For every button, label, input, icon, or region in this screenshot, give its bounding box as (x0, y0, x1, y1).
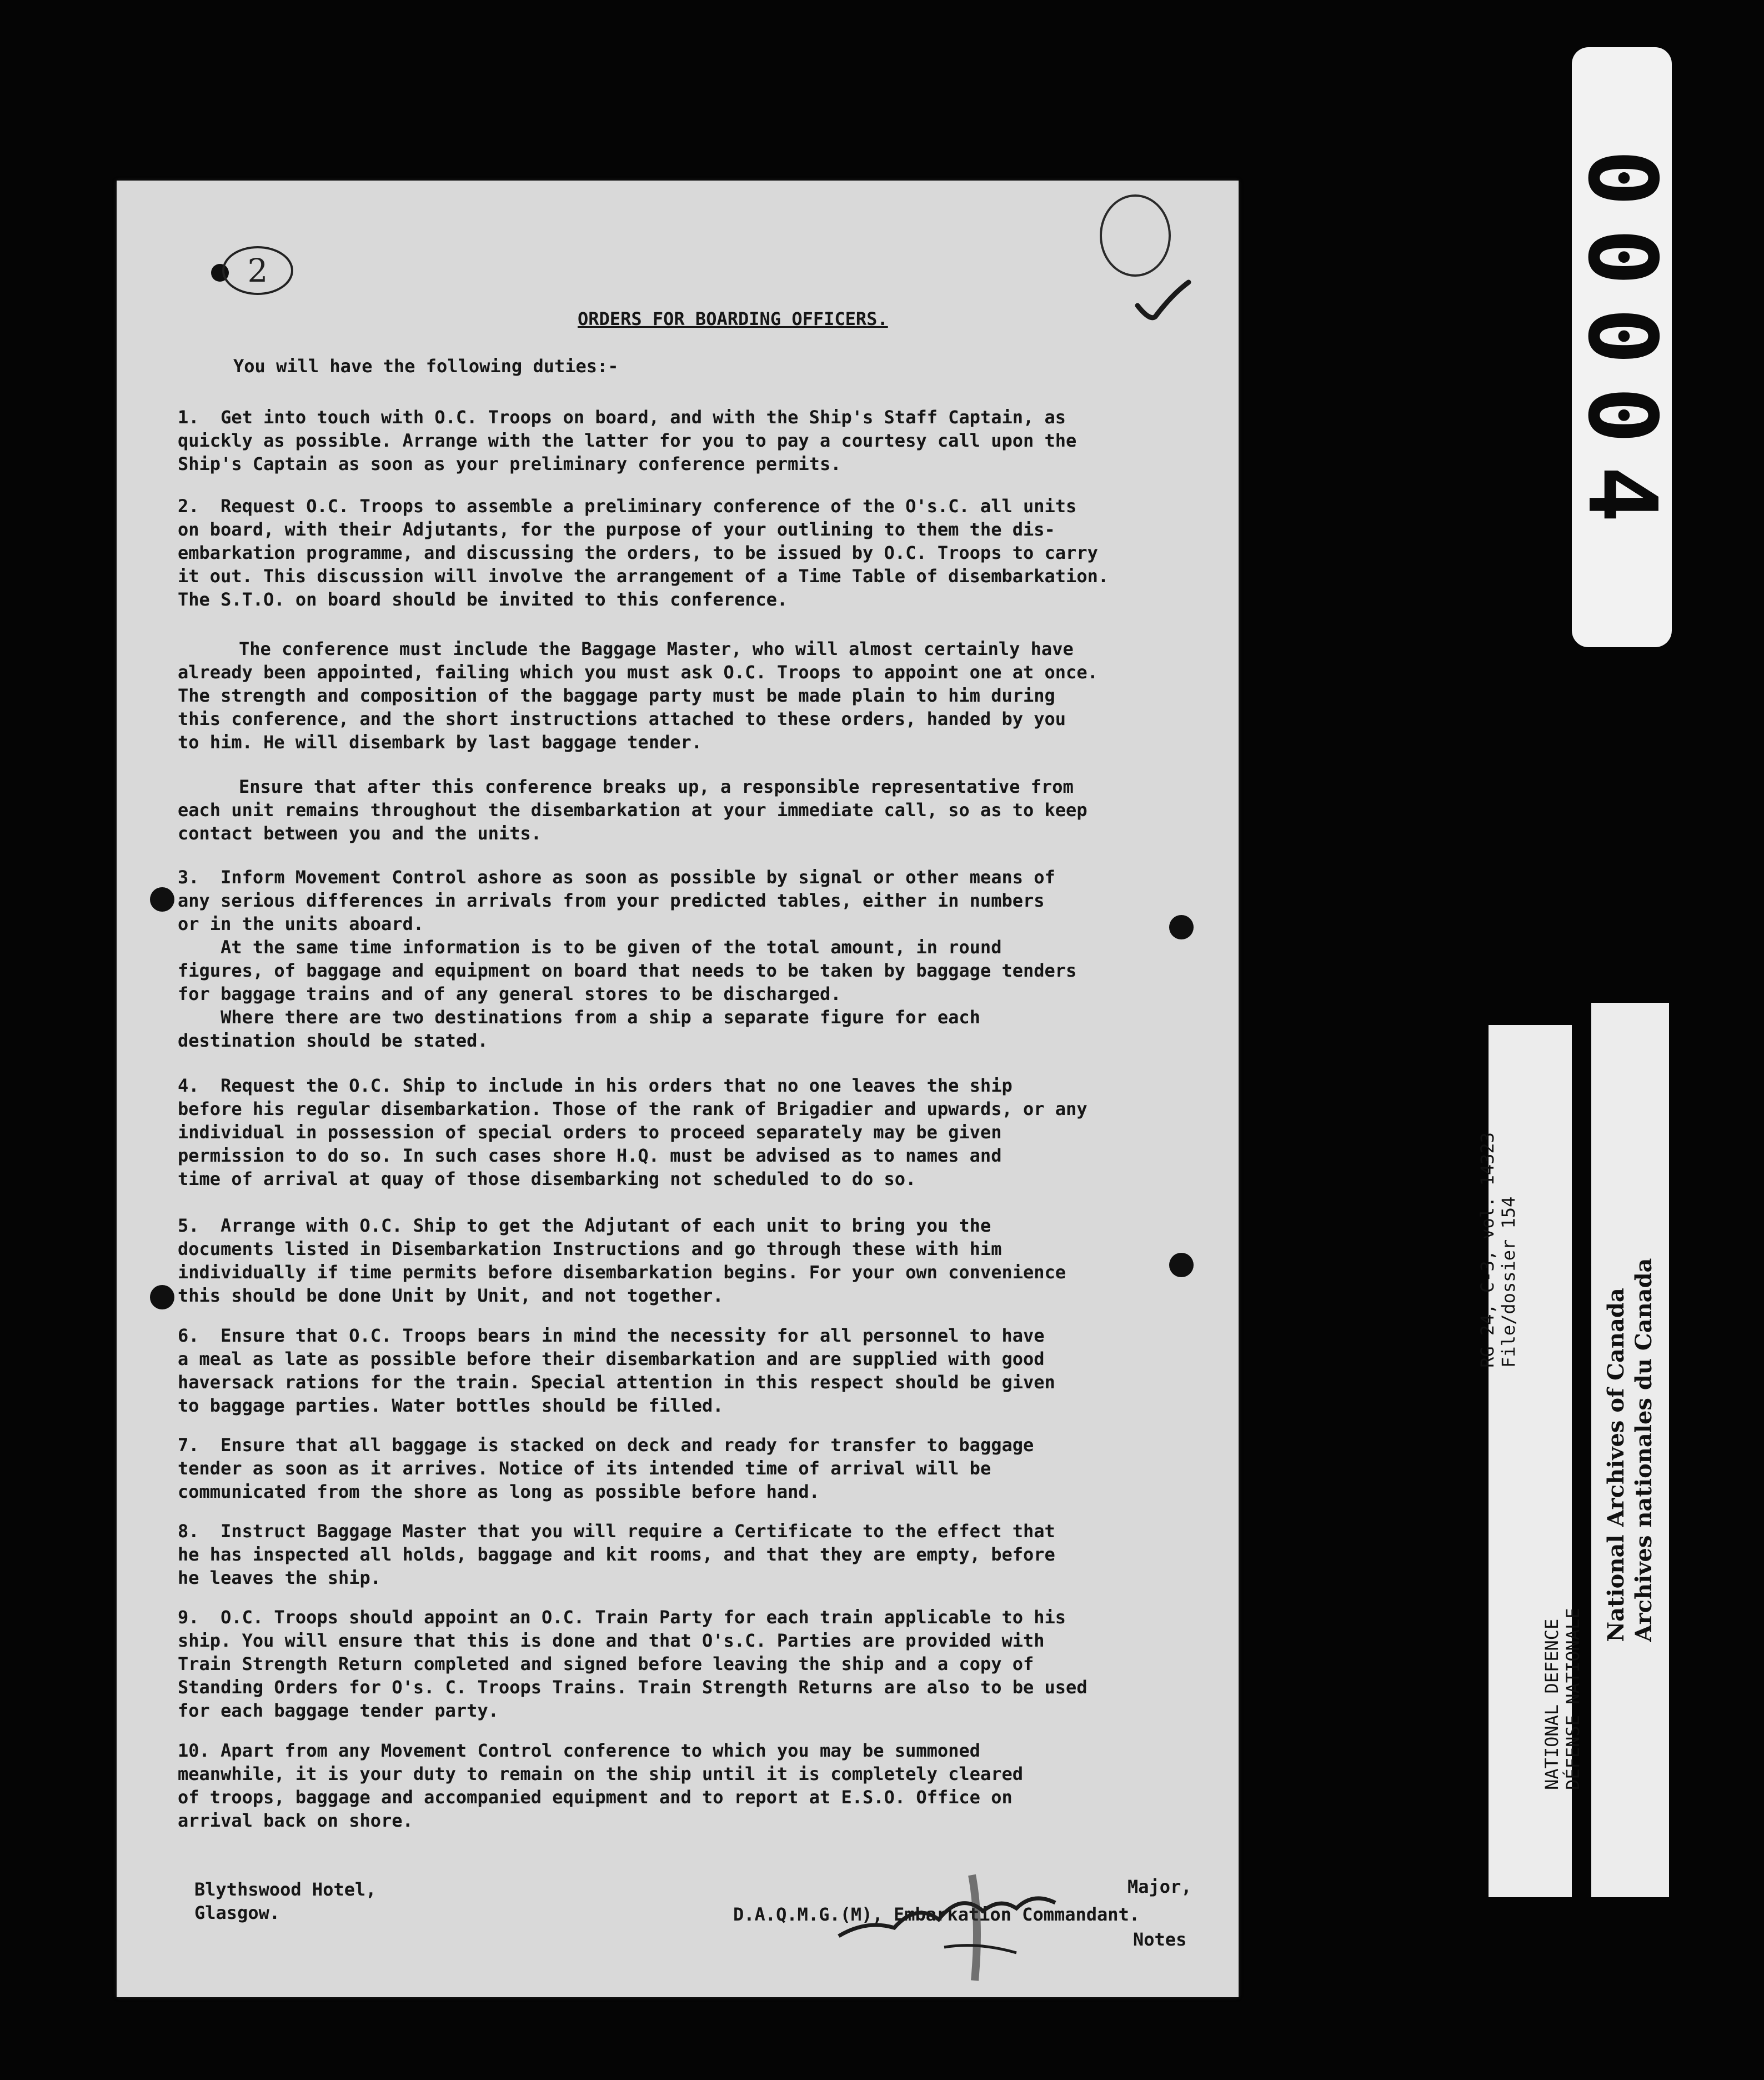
check-mark-icon (1133, 278, 1194, 328)
intro-line: You will have the following duties:- (233, 356, 619, 377)
rank: Major, (1127, 1876, 1192, 1897)
paragraph-1: 1. Get into touch with O.C. Troops on board, and with the Ship's Staff Captain, as quickly as possible. Arrange with the latter for you to pay a courtesy call upon the Ship's Captain as soon as your preliminary conference permits. (178, 407, 1077, 474)
archive-dept-line-2: DÉFENSE NATIONALE (1562, 1608, 1583, 1790)
archives-name-fr: Archives nationales du Canada (1631, 1258, 1657, 1642)
hole-punch (150, 1285, 174, 1309)
paragraph-10: 10. Apart from any Movement Control conference to which you may be summoned meanwhile, it is your duty to remain on the ship until it is completely cleared of troops, baggage and accompanied equipment and to report at E.S.O. Office on arrival back on shore. (178, 1740, 1023, 1831)
archives-name-en: National Archives of Canada (1603, 1288, 1629, 1642)
address-line-1: Blythswood Hotel, (194, 1879, 377, 1900)
handwritten-signature (833, 1858, 1066, 1986)
paragraph-4: 4. Request the O.C. Ship to include in his orders that no one leaves the ship before his regular disembarkation. Those of the rank of Brigadier and upwards, or any individual in possession of special orders to proceed separately may be given permission to do so. In such cases shore H.Q. must be advised as to names and time of arrival at quay of those disembarking not scheduled to do so. (178, 1075, 1088, 1189)
document-page (117, 181, 1239, 1997)
paragraph-2-baggage: The conference must include the Baggage Master, who will almost certainly have already been appointed, failing which you must ask O.C. Troops to appoint one at once. The strength and composition of the baggage party must be made plain to him during this conference, and the short instructions attached to these orders, handed by you to him. He will disembark by last baggage tender. (178, 638, 1098, 753)
document-title: ORDERS FOR BOARDING OFFICERS. (578, 308, 888, 329)
paragraph-9: 9. O.C. Troops should appoint an O.C. Train Party for each train applicable to his ship. You will ensure that this is done and that O's.C. Parties are provided with Train Strength Return completed and signed before leaving the ship and a copy of Standing Orders for O's. C. Troops Trains. Train Strength Returns are also to be used for each baggage tender party. (178, 1607, 1088, 1721)
paragraph-2: 2. Request O.C. Troops to assemble a preliminary conference of the O's.C. all units on board, with their Adjutants, for the purpose of your outlining to them the dis- embarkation programme, and discussing the orders, to be issued by O.C. Troops to carry it out. This discussion will involve the arrangement of a Time Table of disembarkation. The S.T.O. on board should be invited to this conference. (178, 496, 1109, 610)
paragraph-3: 3. Inform Movement Control ashore as soon as possible by signal or other means of any serious differences in arrivals from your predicted tables, either in numbers or in the units aboard. At the same time information is to be given of the total amount, in round figures, of baggage and equipment on board that needs to be taken by baggage tenders for baggage trains and of any general stores to be discharged. Where there are two destinations from a ship a separate figure for each destination should be stated. (178, 867, 1077, 1051)
paragraph-8: 8. Instruct Baggage Master that you will require a Certificate to the effect that he has inspected all holds, baggage and kit rooms, and that they are empty, before he leaves the ship. (178, 1521, 1055, 1588)
archive-reference-line-2: File/dossier 154 (1498, 1196, 1519, 1368)
archive-reference-label (1477, 1025, 1583, 1897)
microfilm-frame-number (1567, 47, 1677, 647)
archive-reference-line-1: RG 24, C-3, vol. 14323 (1477, 1132, 1498, 1368)
signature-note: Notes (1133, 1929, 1187, 1950)
stamp-mark (1100, 194, 1171, 277)
page-number: 2 (222, 246, 293, 295)
hole-punch (150, 887, 174, 912)
paragraph-2-representative: Ensure that after this conference breaks up, a responsible representative from each unit remains throughout the disembarkation at your immediate call, so as to keep contact between you and the units. (178, 776, 1088, 844)
paragraph-5: 5. Arrange with O.C. Ship to get the Adjutant of each unit to bring you the documents listed in Disembarkation Instructions and go through these with him individually if time permits before disembarkation begins. For your own convenience this should be done Unit by Unit, and not together. (178, 1215, 1066, 1306)
archives-name-label (1591, 1003, 1669, 1897)
address-line-2: Glasgow. (194, 1902, 280, 1923)
frame-number-text: 00004 (1567, 149, 1677, 545)
paragraph-6: 6. Ensure that O.C. Troops bears in mind the necessity for all personnel to have a meal as late as possible before their disembarkation and are supplied with good haversack rations for the train. Special attention in this respect should be given to baggage parties. Water bottles should be filled. (178, 1325, 1055, 1416)
signature-title: D.A.Q.M.G.(M), Embarkation Commandant. (733, 1904, 1140, 1925)
archive-dept-line-1: NATIONAL DEFENCE (1541, 1618, 1562, 1790)
paragraph-7: 7. Ensure that all baggage is stacked on deck and ready for transfer to baggage tender as soon as it arrives. Notice of its intended time of arrival will be communicated from the shore as long as possible before hand. (178, 1434, 1034, 1502)
